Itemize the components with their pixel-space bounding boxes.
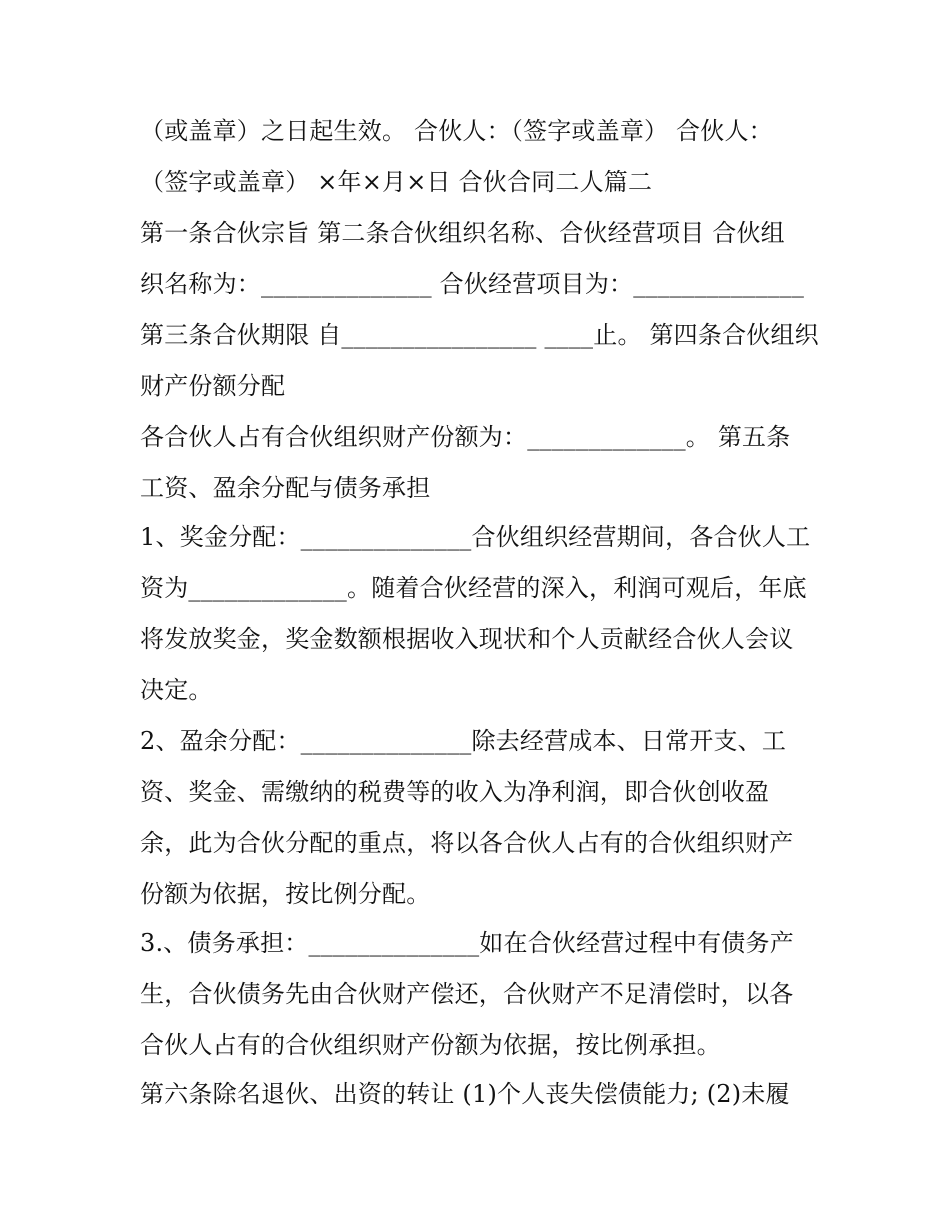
text-line: 第六条除名退伙、出资的转让 (1)个人丧失偿债能力; (2)未履: [140, 1080, 790, 1108]
text-line: 财产份额分配: [140, 372, 286, 400]
text-line: （或盖章）之日起生效。 合伙人：（签字或盖章） 合伙人：: [140, 117, 773, 145]
text-line: 2、盈余分配：______________除去经营成本、日常开支、工: [140, 727, 787, 755]
text-line: 各合伙人占有合伙组织财产份额为：_____________。 第五条: [140, 423, 791, 451]
text-line: 3.、债务承担：______________如在合伙经营过程中有债务产: [140, 929, 794, 957]
text-line: 合伙人占有的合伙组织财产份额为依据，按比例承担。: [140, 1031, 721, 1059]
text-line: 决定。: [140, 676, 213, 704]
text-line: 生，合伙债务先由合伙财产偿还，合伙财产不足清偿时，以各: [140, 980, 794, 1008]
text-line: 资为_____________。随着合伙经营的深入，利润可观后，年底: [140, 574, 807, 602]
text-line: 1、奖金分配：______________合伙组织经营期间，各合伙人工: [140, 523, 811, 551]
text-line: 第三条合伙期限 自________________ ____止。 第四条合伙组织: [140, 321, 819, 349]
text-line: 资、奖金、需缴纳的税费等的收入为净利润，即合伙创收盈: [140, 778, 770, 806]
text-line: 将发放奖金，奖金数额根据收入现状和个人贡献经合伙人会议: [140, 625, 794, 653]
text-line: 第一条合伙宗旨 第二条合伙组织名称、合伙经营项目 合伙组: [140, 219, 785, 247]
text-line: 余，此为合伙分配的重点，将以各合伙人占有的合伙组织财产: [140, 829, 794, 857]
text-line: 织名称为：______________ 合伙经营项目为：______________: [140, 270, 805, 298]
text-line: 份额为依据，按比例分配。: [140, 880, 431, 908]
text-line: （签字或盖章） ×年×月×日 合伙合同二人篇二: [140, 168, 653, 196]
text-line: 工资、盈余分配与债务承担: [140, 474, 431, 502]
